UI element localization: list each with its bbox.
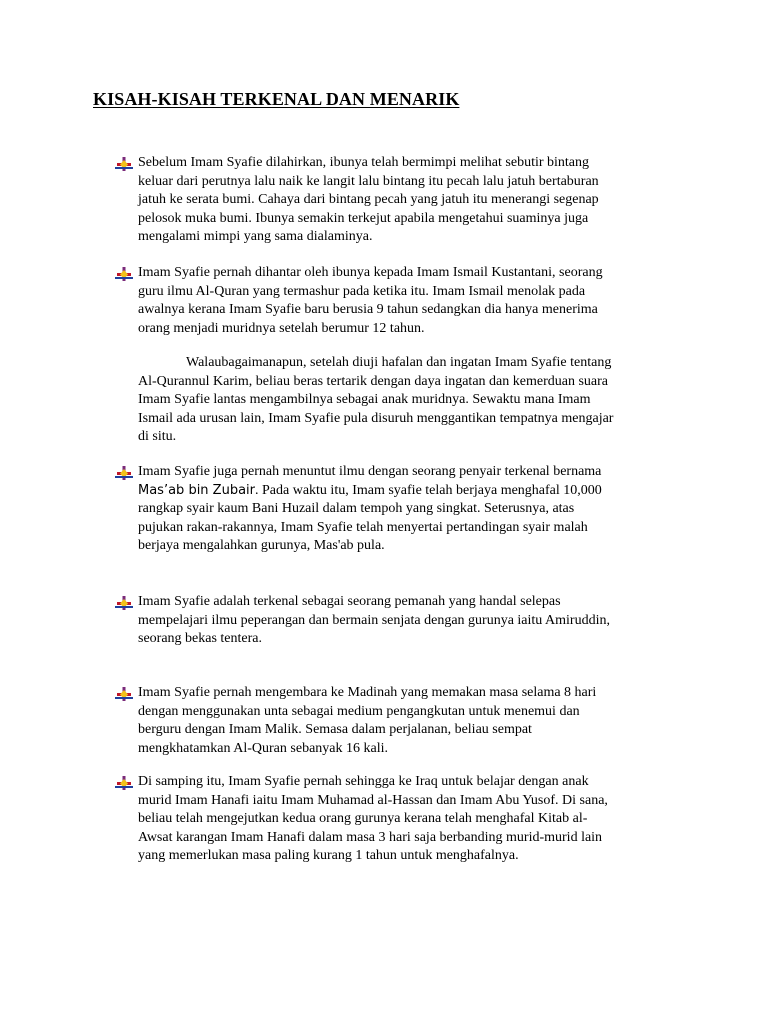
paragraph-line: orang menjadi muridnya setelah berumur 12 tahun. xyxy=(138,320,425,336)
line-text: . Pada waktu itu, Imam syafie telah berjaya menghafal 10,000 xyxy=(255,482,602,498)
document-title: KISAH-KISAH TERKENAL DAN MENARIK xyxy=(93,89,460,109)
paragraph-line: Awsat karangan Imam Hanafi dalam masa 3 hari saja berbanding murid-murid lain xyxy=(138,829,603,845)
paragraph-line: Imam Syafie adalah terkenal sebagai seorang pemanah yang handal selepas xyxy=(138,594,561,609)
paragraph xyxy=(138,264,675,338)
pin-marker-icon xyxy=(115,595,133,611)
paragraph xyxy=(138,684,675,758)
pin-marker-icon xyxy=(115,686,133,702)
bullet-item xyxy=(115,684,675,758)
paragraph xyxy=(138,773,675,866)
paragraph-line: Al-Qurannul Karim, beliau beras tertarik dengan daya ingatan dan kemerduan suara xyxy=(138,373,608,389)
pin-marker-icon xyxy=(115,266,133,282)
paragraph xyxy=(138,593,675,649)
paragraph-line: berguru dengan Imam Malik. Semasa dalam perjalanan, beliau sempat xyxy=(138,722,532,738)
pin-marker-icon xyxy=(115,465,133,481)
bullet-item xyxy=(115,463,675,556)
paragraph xyxy=(138,154,675,247)
paragraph-line xyxy=(138,482,675,501)
pin-marker-icon xyxy=(115,156,133,172)
paragraph-line: pelosok muka bumi. Ibunya semakin terkejut apabila mengetahui suaminya juga xyxy=(138,210,589,226)
paragraph xyxy=(138,463,675,556)
paragraph-line: Walaubagaimanapun, setelah diuji hafalan dan ingatan Imam Syafie tentang xyxy=(186,355,612,370)
paragraph-line: awalnya kerana Imam Syafie baru berusia 9 tahun sedangkan dia hanya menerima xyxy=(138,302,598,318)
paragraph-line: yang memerlukan masa paling kurang 1 tahun untuk menghafalnya. xyxy=(138,848,519,864)
paragraph-line: Ismail ada urusan lain, Imam Syafie pula disuruh menggantikan tempatnya mengajar xyxy=(138,410,614,426)
paragraph-line: guru ilmu Al-Quran yang termashur pada ketika itu. Imam Ismail menolak pada xyxy=(138,283,586,299)
paragraph xyxy=(138,354,678,447)
pin-marker-icon xyxy=(115,775,133,791)
paragraph-line: Imam Syafie juga pernah menuntut ilmu dengan seorang penyair terkenal bernama xyxy=(138,464,602,479)
paragraph-line: pujukan rakan-rakannya, Imam Syafie telah menyertai pertandingan syair malah xyxy=(138,519,588,535)
paragraph-line: jatuh ke serata bumi. Cahaya dari bintang pecah yang jatuh itu menerangi segenap xyxy=(138,192,599,208)
paragraph-line: rangkap syair kaum Bani Huzail dalam tempoh yang singkat. Seterusnya, atas xyxy=(138,501,575,517)
paragraph-line: Imam Syafie pernah mengembara ke Madinah yang memakan masa selama 8 hari xyxy=(138,685,597,700)
paragraph-line: Imam Syafie pernah dihantar oleh ibunya kepada Imam Ismail Kustantani, seorang xyxy=(138,265,603,280)
bullet-item xyxy=(115,593,675,649)
paragraph-line: seorang bekas tentera. xyxy=(138,631,262,647)
paragraph-line: mengkhatamkan Al-Quran sebanyak 16 kali. xyxy=(138,740,388,756)
paragraph-line: murid Imam Hanafi iaitu Imam Muhamad al-Hassan dan Imam Abu Yusof. Di sana, xyxy=(138,792,608,808)
paragraph-line: keluar dari perutnya lalu naik ke langit lalu bintang itu pecah lalu jatuh bertaburan xyxy=(138,173,599,189)
bullet-item xyxy=(115,154,675,247)
paragraph-line: Imam Syafie lantas mengambilnya sebagai anak muridnya. Sewaktu mana Imam xyxy=(138,392,591,408)
bullet-item xyxy=(115,773,675,866)
paragraph-line: di situ. xyxy=(138,429,177,445)
bullet-item xyxy=(115,264,675,338)
name-mention: Mas’ab bin Zubair xyxy=(138,482,255,498)
paragraph-line: mengalami mimpi yang sama dialaminya. xyxy=(138,229,373,245)
paragraph-line: Di samping itu, Imam Syafie pernah sehingga ke Iraq untuk belajar dengan anak xyxy=(138,774,589,789)
paragraph-line: berjaya mengalahkan gurunya, Mas'ab pula. xyxy=(138,538,385,554)
paragraph-line: dengan menggunakan unta sebagai medium pengangkutan untuk menemui dan xyxy=(138,703,580,719)
paragraph-line: mempelajari ilmu peperangan dan bermain senjata dengan gurunya iaitu Amiruddin, xyxy=(138,612,610,628)
paragraph-line: Sebelum Imam Syafie dilahirkan, ibunya telah bermimpi melihat sebutir bintang xyxy=(138,155,590,170)
paragraph-line: beliau telah mengejutkan kedua orang gurunya kerana telah menghafal Kitab al- xyxy=(138,811,588,827)
